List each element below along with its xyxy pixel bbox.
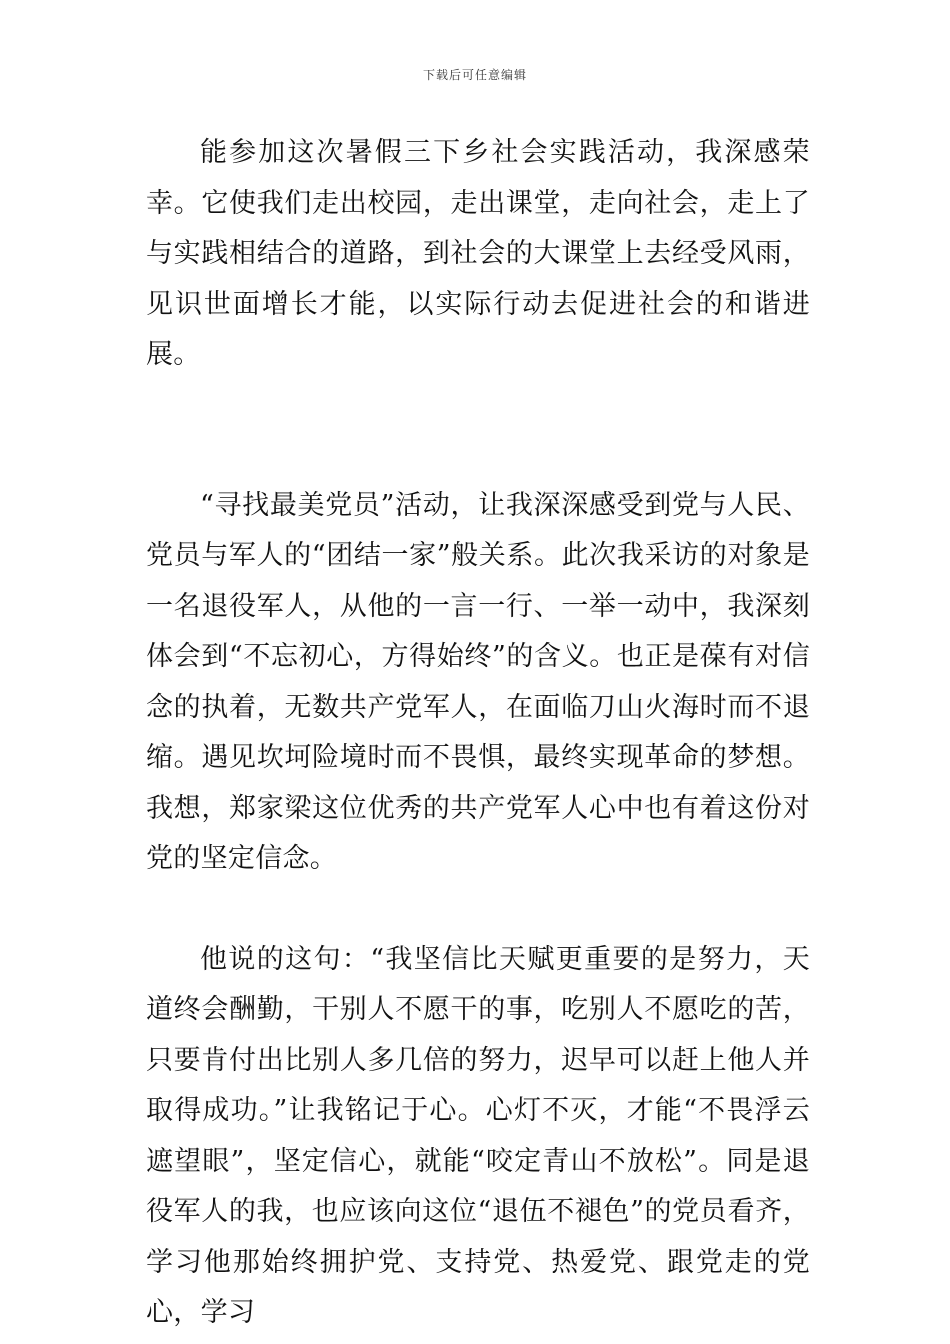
paragraph-3: 他说的这句：“我坚信比天赋更重要的是努力，天道终会酬勤，干别人不愿干的事，吃别人不愿吃的苦，只要肯付出比别人多几倍的努力，迟早可以赶上他人并取得成功。”让我铭记于心。心灯不灭，才能“不畏浮云遮望眼”，坚定信心，就能“咬定青山不放松”。同是退役军人的我，也应该向这位“退伍不褪色”的党员看齐，学习他那始终拥护党、支持党、热爱党、跟党走的党心，学习 [146,943,810,1328]
paragraph-spacer [146,381,810,481]
paragraph-1: 能参加这次暑假三下乡社会实践活动，我深感荣幸。它使我们走出校园，走出课堂，走向社会，走上了与实践相结合的道路，到社会的大课堂上去经受风雨，见识世面增长才能，以实际行动去促进社会的和谐进展。 [146,137,810,370]
document-body [146,128,810,1339]
paragraph-2: “寻找最美党员”活动，让我深深感受到党与人民、党员与军人的“团结一家”般关系。此次我采访的对象是一名退役军人，从他的一言一行、一举一动中，我深刻体会到“不忘初心，方得始终”的含义。也正是葆有对信念的执着，无数共产党军人，在面临刀山火海时而不退缩。遇见坎坷险境时而不畏惧，最终实现革命的梦想。我想，郑家梁这位优秀的共产党军人心中也有着这份对党的坚定信念。 [146,489,810,874]
header-note: 下载后可任意编辑 [422,68,527,82]
paragraph-spacer [146,885,810,935]
